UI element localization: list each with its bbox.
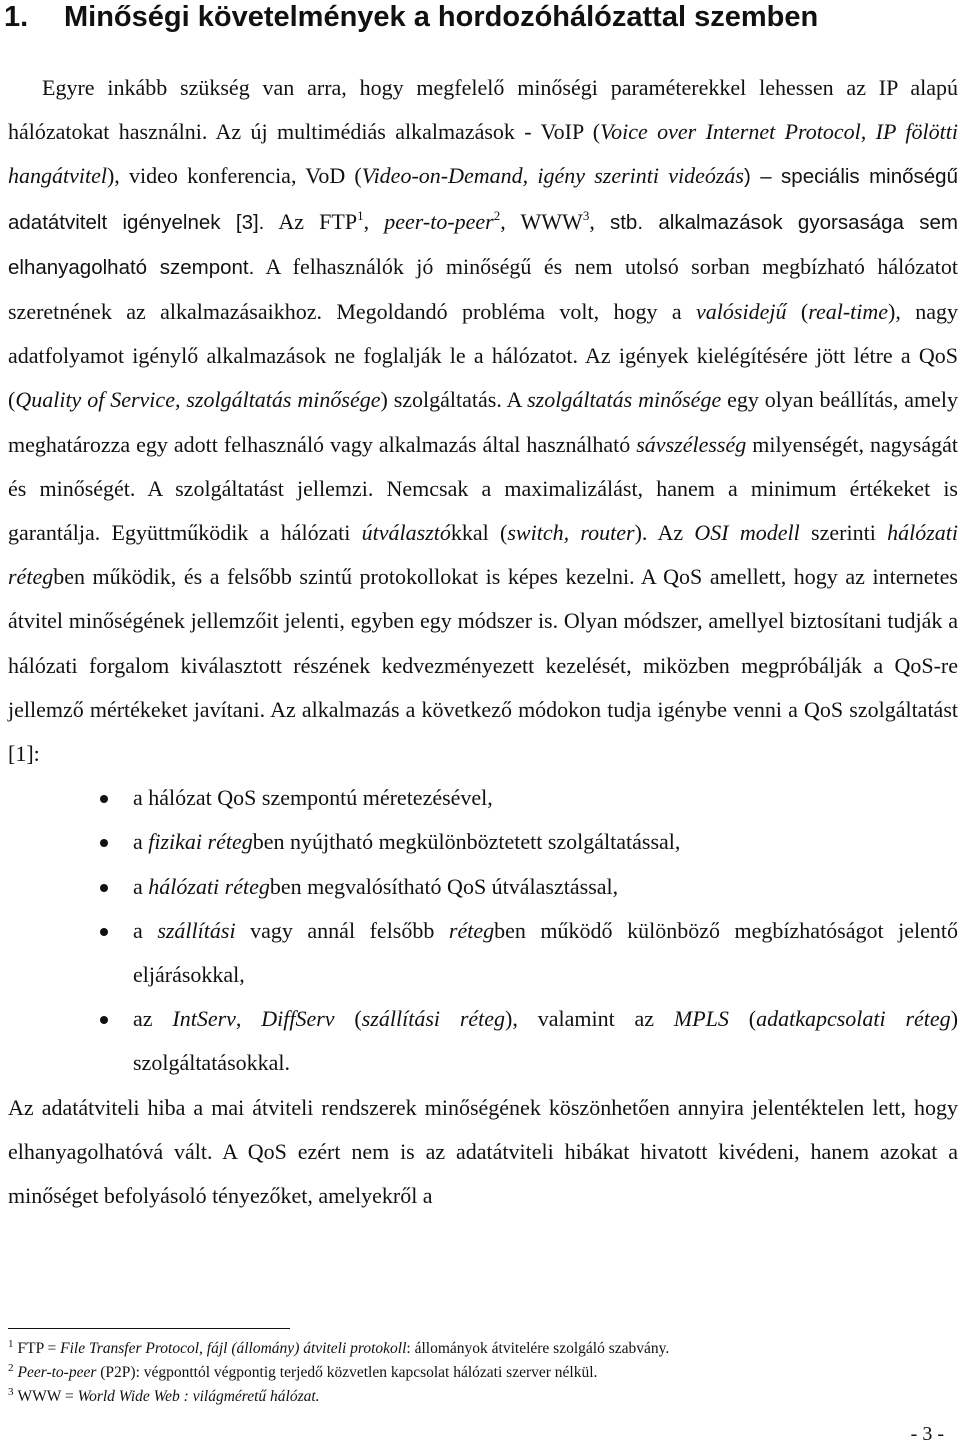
text-run: , <box>235 1006 262 1032</box>
italic-run: MPLS <box>673 1006 729 1032</box>
footnote-ref-1: 1 <box>357 207 364 223</box>
italic-run: OSI modell <box>694 520 800 546</box>
text-run: ( <box>728 1006 757 1032</box>
footnote-mark: 3 <box>8 1386 14 1398</box>
italic-run: hálózati réteg <box>148 873 270 899</box>
text-run: , <box>589 208 595 234</box>
text-run: , <box>363 208 385 234</box>
italic-run: fizikai réteg <box>148 829 253 855</box>
intro-paragraph <box>8 66 958 776</box>
text-run: ) szolgáltatás. A <box>380 387 528 413</box>
italic-run: útválasztó <box>361 520 451 546</box>
bullet-icon <box>100 839 108 847</box>
italic-run: Quality of Service, szolgáltatás minősége <box>15 387 381 413</box>
closing-paragraph: Az adatátviteli hiba a mai átviteli rendszerek minőségének köszönhetően annyira jelentéktelen lett, hogy elhanyagolhatóvá vált. A QoS ezért nem is az adatátviteli hibákat hivatott kivédeni, hanem azokat a minőséget befolyásoló tényezőket, amelyekről a <box>8 1094 958 1209</box>
italic-run: Voice over Internet Protocol, IP fölötti hangátvitel <box>8 119 958 189</box>
footnote-1 <box>8 1337 958 1361</box>
text-run: szerinti <box>799 520 888 546</box>
footnote-divider <box>8 1328 290 1329</box>
qos-method-list <box>8 776 958 1085</box>
footnote-ref-3: 3 <box>582 207 590 223</box>
section-title: Minőségi követelmények a hordozóhálózattal szemben <box>64 1 819 33</box>
footnote-2 <box>8 1361 958 1385</box>
bullet-icon <box>100 1016 108 1024</box>
text-run: (P2P): végponttól végpontig terjedő közvetlen kapcsolat hálózati szerver nélkül. <box>96 1364 598 1381</box>
text-run: ). Az <box>634 520 695 546</box>
italic-run: DiffServ <box>261 1006 335 1032</box>
text-run: kkal ( <box>450 520 508 546</box>
italic-run: szolgáltatás minősége <box>527 387 722 413</box>
footnotes <box>8 1337 958 1409</box>
text-run: ), video konferencia, VoD ( <box>106 163 362 189</box>
italic-run: Video-on-Demand, igény szerinti videózás <box>361 163 744 189</box>
text-run: a <box>133 873 149 899</box>
text-run: ) – speciális minőségű adatátvitelt igényelnek [3]. <box>8 165 958 234</box>
text-run: , WWW <box>500 208 583 234</box>
text-run: egy olyan beállítás, amely meghatározza egy adott felhasználó vagy alkalmazás által használható <box>8 387 959 457</box>
text-run: ben megvalósítható QoS útválasztással, <box>269 873 619 899</box>
list-item <box>8 997 958 1085</box>
list-item <box>8 776 958 820</box>
text-run: az <box>133 1006 173 1032</box>
list-item <box>8 865 958 909</box>
page-number: - 3 - <box>910 1423 944 1445</box>
italic-run: szállítási <box>157 917 236 943</box>
bullet-icon <box>100 928 108 936</box>
italic-run: adatkapcsolati réteg <box>756 1006 951 1032</box>
italic-run: IntServ <box>172 1006 236 1032</box>
italic-run: real-time <box>808 299 889 325</box>
italic-run: réteg <box>448 917 495 943</box>
text-run: WWW = <box>17 1388 78 1405</box>
italic-run: Peer-to-peer <box>17 1364 97 1381</box>
italic-run: hálózati réteg <box>8 520 958 590</box>
text-run: A felhasználók jó minőségű és nem utolsó sorban megbízható hálózatot szeretnének az alkalmazásaikhoz. Megoldandó probléma volt, hogy a <box>8 253 958 325</box>
bullet-icon <box>100 795 108 803</box>
section-heading <box>4 0 818 34</box>
text-run: ben nyújtható megkülönböztetett szolgáltatással, <box>252 829 681 855</box>
text-run: ), valamint az <box>505 1006 674 1032</box>
text-run: Az FTP <box>264 208 358 234</box>
text-run: ( <box>786 299 809 325</box>
text-run: ), nagy adatfolyamot igénylő alkalmazások ne foglalják le a hálózatot. Az igények kielégítésére jött létre a QoS ( <box>8 299 959 413</box>
text-run: FTP = <box>17 1340 61 1357</box>
text-run: a hálózat QoS szempontú méretezésével, <box>133 785 493 811</box>
footnote-mark: 2 <box>8 1362 14 1374</box>
italic-run: valósidejű <box>696 299 787 325</box>
italic-run: World Wide Web : világméretű hálózat. <box>77 1388 320 1405</box>
list-item <box>8 909 958 997</box>
text-run: ben működik, és a felsőbb szintű protokollokat is képes kezelni. A QoS amellett, hogy az internetes átvitel minőségének jellemzőit jelenti, egyben egy módszer is. Olyan módszer, amellyel biztosítani tudják a hálózati forgalom kiválasztott részének kedvezményezett kezelését, miközben megpróbálják a QoS-re jellemző mértékeket javítani. Az alkalmazás a következő módokon tudja igénybe venni a QoS szolgáltatást [1]: <box>8 564 958 767</box>
footnote-3 <box>8 1385 958 1409</box>
italic-run: szállítási réteg <box>361 1006 506 1032</box>
text-run: ben működő különböző megbízhatóságot jelentő eljárásokkal, <box>133 917 958 988</box>
text-run: vagy annál felsőbb <box>235 917 449 943</box>
text-run: Egyre inkább szükség van arra, hogy megfelelő minőségi paraméterekkel lehessen az IP alapú hálózatokat használni. Az új multimédiás alkalmazások - VoIP ( <box>8 75 958 145</box>
text-run: ) szolgáltatásokkal. <box>133 1006 959 1076</box>
text-run: a <box>133 829 149 855</box>
text-run: : állományok átvitelére szolgáló szabvány. <box>406 1340 670 1357</box>
italic-run: peer-to-peer <box>384 208 494 234</box>
text-run: a <box>133 917 158 943</box>
body-text <box>8 66 958 1218</box>
footnote-ref-2: 2 <box>493 207 501 223</box>
section-number: 1. <box>4 1 29 33</box>
footnote-mark: 1 <box>8 1338 14 1350</box>
italic-run: switch, router <box>507 520 635 546</box>
italic-run: sávszélesség <box>636 431 747 457</box>
bullet-icon <box>100 884 108 892</box>
text-run: milyenségét, nagyságát és minőségét. A szolgáltatást jellemzi. Nemcsak a maximalizálást, hanem a minimum értékeket is garantálja. Együttműködik a hálózati <box>8 431 959 546</box>
text-run: ( <box>334 1006 362 1032</box>
italic-run: File Transfer Protocol, fájl (állomány) átviteli protokoll <box>60 1340 407 1357</box>
list-item <box>8 820 958 864</box>
text-run: stb. alkalmazások gyorsasága sem elhanyagolható szempont. <box>8 210 959 279</box>
